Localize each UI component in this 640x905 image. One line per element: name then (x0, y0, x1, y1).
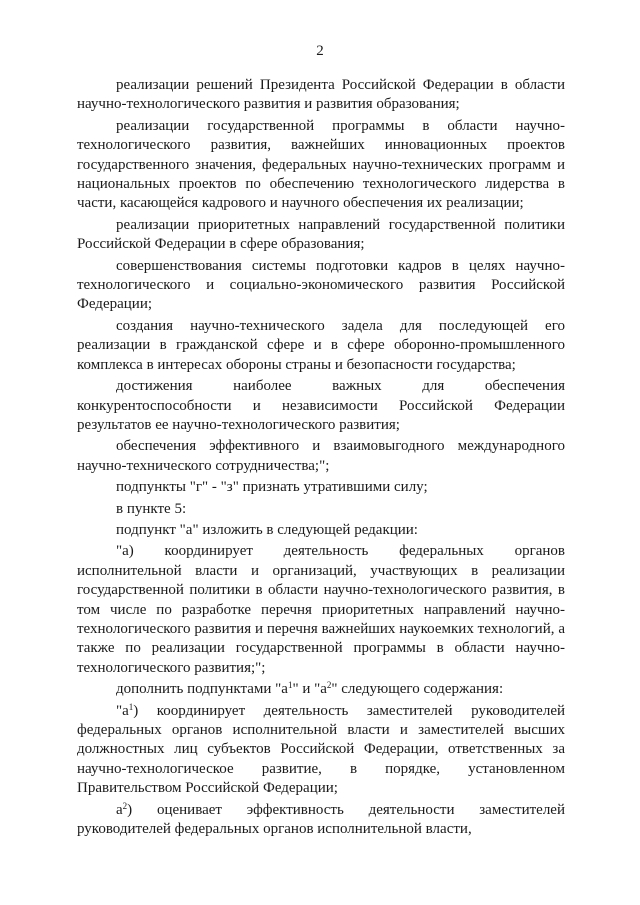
paragraph-subitem-a-intro: подпункт "а" изложить в следующей редакции: (116, 521, 418, 538)
paragraph-subitems-repealed: подпункты "г" - "з" признать утратившими силу; (116, 479, 428, 496)
item-a1-prefix: "а (116, 702, 129, 719)
paragraph-presidential-decisions: реализации решений Президента Российской Федерации в области научно-технологического развития и развития образования; (77, 77, 565, 113)
paragraph-scientific-reserve: создания научно-технического задела для последующей его реализации в гражданской сфере и в сфере оборонно-промышленного комплекса в интересах обороны страны и безопасности государства; (77, 317, 565, 373)
paragraph-education-policy: реализации приоритетных направлений государственной политики Российской Федерации в сфере образования; (77, 216, 565, 253)
paragraph-item-a2 (77, 801, 565, 840)
supplement-text-before: дополнить подпунктами "а (116, 681, 288, 698)
supplement-superscript-2: 2 (326, 680, 332, 691)
paragraph-point-5: в пункте 5: (116, 500, 187, 517)
item-a2-prefix: а (116, 801, 123, 818)
item-a1-text: ) координирует деятельность заместителей руководителей федеральных органов исполнительной власти и заместителей высших должностных лиц субъектов Российской Федерации, ответственных за научно-технологическое развитие, в порядке, установленном Правительством Российской Федерации; (77, 702, 565, 797)
item-a2-superscript: 2 (122, 800, 128, 811)
supplement-text-middle: " и "а (292, 681, 327, 698)
paragraph-personnel-training: совершенствования системы подготовки кадров в целях научно-технологического и социально-экономического развития Российской Федерации; (77, 257, 565, 313)
item-a2-text: ) оценивает эффективность деятельности заместителей руководителей федеральных органов исполнительной власти, (77, 801, 565, 838)
paragraph-subitem-a-text: "а) координирует деятельность федеральных органов исполнительной власти и организаций, участвующих в реализации государственной политики в области научно-технологического развития, в том числе по разработке перечня приоритетных направлений научно-технологического развития и перечня важнейших наукоемких технологий, а также по реализации государственной программы в области научно-технологического развития;"; (77, 543, 565, 676)
paragraph-international-cooperation: обеспечения эффективного и взаимовыгодного международного научно-технического сотрудничества;"; (77, 438, 565, 474)
paragraph-state-program: реализации государственной программы в области научно-технологического развития, важнейших инновационных проектов государственного значения, федеральных научно-технических программ и национальных проектов по обеспечению технологического лидерства в части, касающейся кадрового и научного обеспечения их реализации; (77, 117, 565, 212)
paragraph-item-a1 (77, 702, 565, 799)
supplement-text-after: " следующего содержания: (331, 681, 504, 698)
item-a1-superscript: 1 (128, 701, 134, 712)
page-number: 2 (316, 43, 324, 59)
document-body (77, 76, 565, 839)
paragraph-supplement (77, 680, 565, 699)
supplement-superscript-1: 1 (287, 680, 293, 691)
paragraph-competitiveness: достижения наиболее важных для обеспечения конкурентоспособности и независимости Российской Федерации результатов ее научно-технологического развития; (77, 378, 565, 433)
